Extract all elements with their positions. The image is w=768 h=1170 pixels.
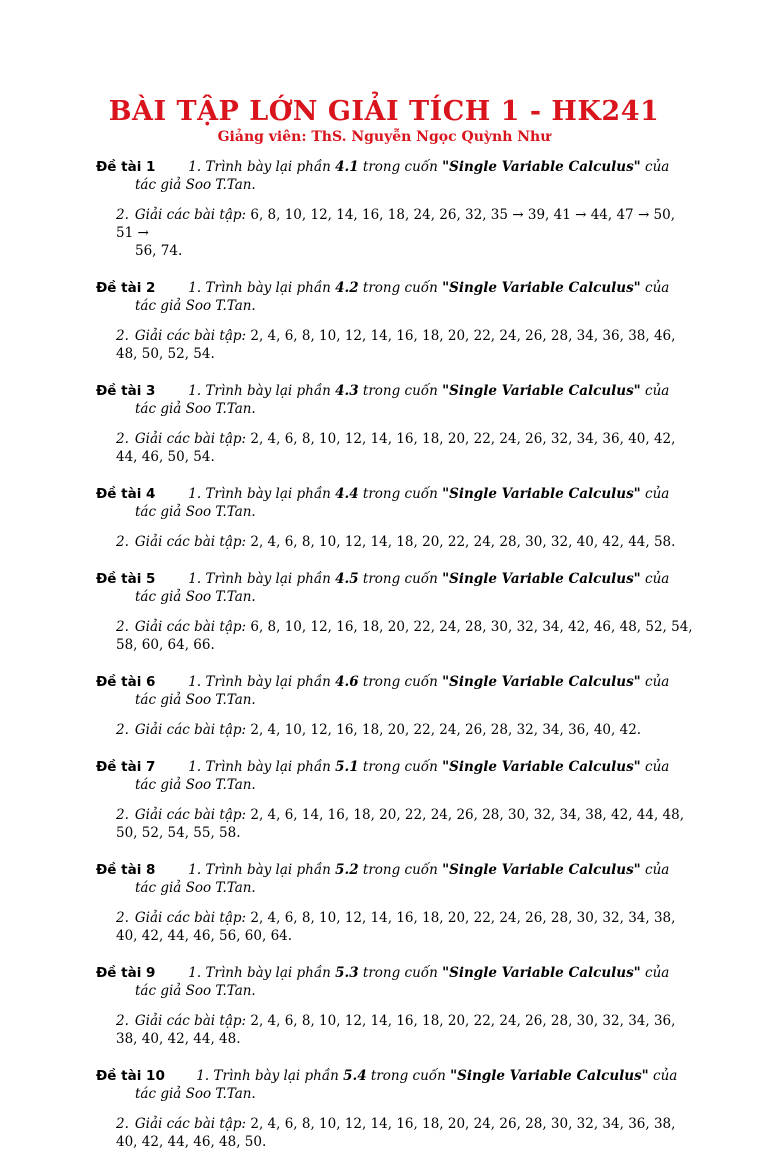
book-author: tác giả Soo T.Tan.: [135, 777, 256, 793]
book-author: tác giả Soo T.Tan.: [135, 177, 256, 193]
task-2-number: 2.: [116, 1013, 129, 1029]
topic-label: Đề tài 6: [96, 674, 156, 690]
section-number: 4.1: [335, 159, 359, 175]
exercises-label: Giải các bài tập:: [134, 619, 247, 635]
task-1-text-mid: trong cuốn: [362, 759, 438, 775]
topic-label: Đề tài 2: [96, 280, 156, 296]
task-2-number: 2.: [116, 328, 129, 344]
book-title: "Single Variable Calculus": [442, 965, 641, 981]
book-title: "Single Variable Calculus": [442, 571, 641, 587]
topic-label: Đề tài 4: [96, 486, 156, 502]
exercises-label: Giải các bài tập:: [134, 1013, 247, 1029]
section-number: 5.3: [335, 965, 359, 981]
topic-label: Đề tài 8: [96, 862, 156, 878]
task-1-text-mid: trong cuốn: [362, 674, 438, 690]
book-title: "Single Variable Calculus": [442, 759, 641, 775]
section-number: 5.1: [335, 759, 359, 775]
task-1-text-mid: trong cuốn: [362, 383, 438, 399]
book-author: tác giả Soo T.Tan.: [135, 298, 256, 314]
task-2-number: 2.: [116, 722, 129, 738]
task-1-text-pre: Trình bày lại phần: [205, 862, 331, 878]
task-1-text-post: của: [653, 1068, 678, 1084]
topic-item: [96, 485, 696, 551]
topic-label: Đề tài 7: [96, 759, 156, 775]
task-2-number: 2.: [116, 910, 129, 926]
book-author: tác giả Soo T.Tan.: [135, 589, 256, 605]
topic-item: [96, 1067, 696, 1151]
topic-list: [96, 158, 696, 1170]
document-title: BÀI TẬP LỚN GIẢI TÍCH 1 - HK241: [108, 96, 660, 127]
document-header: [0, 97, 768, 145]
section-number: 4.6: [335, 674, 359, 690]
task-1-text-post: của: [645, 674, 670, 690]
task-1-text-mid: trong cuốn: [370, 1068, 446, 1084]
exercise-list: 2, 4, 6, 14, 16, 18, 20, 22, 24, 26, 28, 30, 32, 34, 38, 42, 44, 48, 50, 52, 54, 55, 58.: [116, 807, 685, 841]
book-title: "Single Variable Calculus": [442, 486, 641, 502]
task-1-number: 1.: [196, 1068, 210, 1084]
topic-item: [96, 570, 696, 654]
topic-label: Đề tài 9: [96, 965, 156, 981]
task-1-text-pre: Trình bày lại phần: [205, 571, 331, 587]
topic-task-2: [96, 430, 696, 466]
exercise-list: 2, 4, 6, 8, 10, 12, 14, 16, 18, 20, 22, 24, 26, 28, 30, 32, 34, 36, 38, 40, 42, 44, 48.: [116, 1013, 676, 1047]
topic-label: Đề tài 1: [96, 159, 156, 175]
exercise-list: 6, 8, 10, 12, 16, 18, 20, 22, 24, 28, 30, 32, 34, 42, 46, 48, 52, 54, 58, 60, 64, 66.: [116, 619, 693, 653]
topic-item: [96, 382, 696, 466]
section-number: 4.2: [335, 280, 359, 296]
task-1-text-mid: trong cuốn: [362, 159, 438, 175]
topic-task-2: [96, 533, 696, 551]
task-1-number: 1.: [188, 280, 202, 296]
topic-task-2: [96, 721, 696, 739]
exercises-label: Giải các bài tập:: [134, 534, 247, 550]
task-1-text-mid: trong cuốn: [362, 862, 438, 878]
task-1-text-post: của: [645, 862, 670, 878]
task-1-text-pre: Trình bày lại phần: [205, 159, 331, 175]
book-title: "Single Variable Calculus": [442, 674, 641, 690]
exercises-label: Giải các bài tập:: [134, 207, 247, 223]
task-1-text-post: của: [645, 159, 670, 175]
task-1-number: 1.: [188, 383, 202, 399]
book-title: "Single Variable Calculus": [442, 159, 641, 175]
task-1-text-post: của: [645, 965, 670, 981]
exercise-list: 2, 4, 6, 8, 10, 12, 14, 16, 18, 20, 22, 24, 26, 32, 34, 36, 40, 42, 44, 46, 50, 54.: [116, 431, 676, 465]
exercises-label: Giải các bài tập:: [134, 1116, 247, 1132]
task-1-text-pre: Trình bày lại phần: [205, 280, 331, 296]
topic-item: [96, 158, 696, 260]
topic-task-1: [96, 382, 696, 400]
exercises-label: Giải các bài tập:: [134, 328, 247, 344]
book-title: "Single Variable Calculus": [442, 383, 641, 399]
topic-item: [96, 279, 696, 363]
exercises-label: Giải các bài tập:: [134, 807, 247, 823]
book-title: "Single Variable Calculus": [450, 1068, 649, 1084]
task-1-text-post: của: [645, 571, 670, 587]
task-1-text-post: của: [645, 486, 670, 502]
topic-task-1: [96, 673, 696, 691]
section-number: 5.4: [343, 1068, 367, 1084]
task-1-text-mid: trong cuốn: [362, 571, 438, 587]
topic-task-1: [96, 485, 696, 503]
exercise-list: 2, 4, 6, 8, 10, 12, 14, 16, 18, 20, 22, 24, 26, 28, 34, 36, 38, 46, 48, 50, 52, 54.: [116, 328, 676, 362]
book-author: tác giả Soo T.Tan.: [135, 1086, 256, 1102]
task-1-number: 1.: [188, 571, 202, 587]
section-number: 4.4: [335, 486, 359, 502]
book-author: tác giả Soo T.Tan.: [135, 983, 256, 999]
task-1-number: 1.: [188, 486, 202, 502]
section-number: 4.5: [335, 571, 359, 587]
exercises-label: Giải các bài tập:: [134, 722, 247, 738]
topic-task-2: [96, 1115, 696, 1151]
exercises-label: Giải các bài tập:: [134, 431, 247, 447]
section-number: 5.2: [335, 862, 359, 878]
instructor-line: Giảng viên: ThS. Nguyễn Ngọc Quỳnh Như: [217, 129, 551, 145]
topic-task-1: [96, 158, 696, 176]
task-1-text-pre: Trình bày lại phần: [213, 1068, 339, 1084]
task-1-text-mid: trong cuốn: [362, 280, 438, 296]
topic-task-2: [96, 618, 696, 654]
book-author: tác giả Soo T.Tan.: [135, 504, 256, 520]
topic-label: Đề tài 5: [96, 571, 156, 587]
task-1-number: 1.: [188, 965, 202, 981]
topic-task-2: [96, 1012, 696, 1048]
task-1-number: 1.: [188, 862, 202, 878]
topic-item: [96, 964, 696, 1048]
task-1-text-pre: Trình bày lại phần: [205, 383, 331, 399]
topic-task-2: [96, 327, 696, 363]
topic-task-2: [96, 206, 696, 260]
topic-task-1: [96, 1067, 696, 1085]
topic-task-1: [96, 279, 696, 297]
task-2-number: 2.: [116, 807, 129, 823]
task-1-text-mid: trong cuốn: [362, 486, 438, 502]
topic-task-1: [96, 758, 696, 776]
topic-item: [96, 758, 696, 842]
exercise-list: 2, 4, 6, 8, 10, 12, 14, 18, 20, 22, 24, 28, 30, 32, 40, 42, 44, 58.: [250, 534, 676, 550]
topic-item: [96, 673, 696, 739]
topic-item: [96, 861, 696, 945]
book-author: tác giả Soo T.Tan.: [135, 880, 256, 896]
task-1-text-pre: Trình bày lại phần: [205, 486, 331, 502]
topic-task-2: [96, 806, 696, 842]
topic-label: Đề tài 3: [96, 383, 156, 399]
section-number: 4.3: [335, 383, 359, 399]
task-1-text-pre: Trình bày lại phần: [205, 965, 331, 981]
task-1-text-post: của: [645, 280, 670, 296]
task-1-text-pre: Trình bày lại phần: [205, 674, 331, 690]
exercise-list-continued: 56, 74.: [135, 243, 183, 259]
task-2-number: 2.: [116, 431, 129, 447]
topic-task-1: [96, 964, 696, 982]
task-1-number: 1.: [188, 159, 202, 175]
task-1-text-pre: Trình bày lại phần: [205, 759, 331, 775]
exercise-list: 6, 8, 10, 12, 14, 16, 18, 24, 26, 32, 35 → 39, 41 → 44, 47 → 50, 51 →: [116, 207, 676, 241]
topic-label: Đề tài 10: [96, 1068, 165, 1084]
task-1-text-mid: trong cuốn: [362, 965, 438, 981]
book-title: "Single Variable Calculus": [442, 862, 641, 878]
exercise-list: 2, 4, 6, 8, 10, 12, 14, 16, 18, 20, 22, 24, 26, 28, 30, 32, 34, 38, 40, 42, 44, 46, 56, 60, 64.: [116, 910, 676, 944]
book-author: tác giả Soo T.Tan.: [135, 401, 256, 417]
topic-task-2: [96, 909, 696, 945]
task-2-number: 2.: [116, 1116, 129, 1132]
exercises-label: Giải các bài tập:: [134, 910, 247, 926]
task-1-text-post: của: [645, 759, 670, 775]
book-author: tác giả Soo T.Tan.: [135, 692, 256, 708]
task-1-number: 1.: [188, 674, 202, 690]
task-1-number: 1.: [188, 759, 202, 775]
task-2-number: 2.: [116, 534, 129, 550]
book-title: "Single Variable Calculus": [442, 280, 641, 296]
topic-task-1: [96, 570, 696, 588]
topic-task-1: [96, 861, 696, 879]
exercise-list: 2, 4, 10, 12, 16, 18, 20, 22, 24, 26, 28, 32, 34, 36, 40, 42.: [250, 722, 642, 738]
task-1-text-post: của: [645, 383, 670, 399]
task-2-number: 2.: [116, 207, 129, 223]
exercise-list: 2, 4, 6, 8, 10, 12, 14, 16, 18, 20, 24, 26, 28, 30, 32, 34, 36, 38, 40, 42, 44, 46, 48, 50.: [116, 1116, 676, 1150]
task-2-number: 2.: [116, 619, 129, 635]
